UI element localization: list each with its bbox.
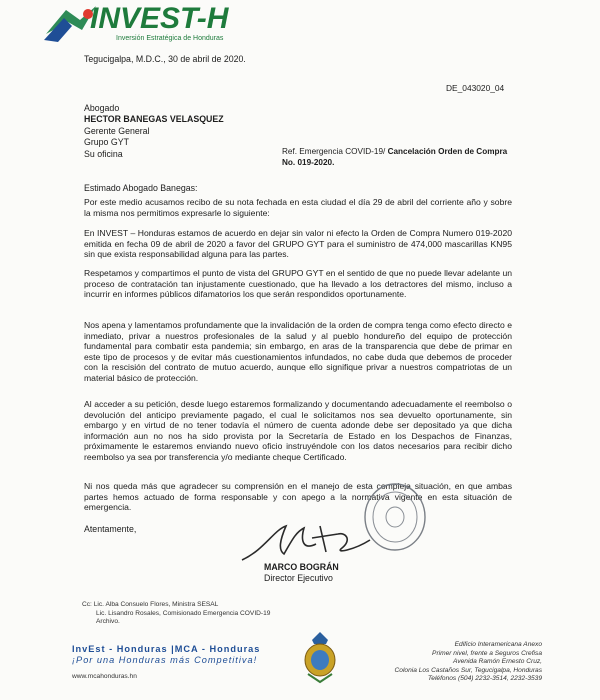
signer-name: MARCO BOGRÁN	[264, 562, 339, 572]
paragraph-2: En INVEST – Honduras estamos de acuerdo en dejar sin valor ni efecto la Orden de Compra Numero 019-2020 emitida en fecha 09 de abril de 2020 a favor del GRUPO GYT para el suministro de 474,000 mascarillas KN95 sin que exista responsabilidad alguna para las partes.	[84, 228, 512, 260]
recipient-block	[84, 103, 224, 160]
paragraph-1: Por este medio acusamos recibo de su nota fechada en esta ciudad el día 29 de abril del corriente año y sobre la misma nos permitimos expresarle lo siguiente:	[84, 197, 512, 218]
address-line-1: Edificio Interamericana Anexo	[454, 641, 542, 648]
footer-left	[72, 644, 260, 680]
paragraph-5: Al acceder a su petición, desde luego estaremos formalizando y documentando adecuadamente el reembolso o devolución del anticipo previamente pagado, el cual le solicitamos nos sea devuelto oportunamente, sin embargo y en virtud de no tener todavía el número de cuenta adonde debe ser depositado ya que dicha información aun no nos ha sido provista por la Secretaría de Estado en los Despachos de Finanzas, próximamente le estaremos enviando nuevo oficio instruyéndole con los datos necesarios para recibir dicho reembolso ya sea por transferencia y/o mediante cheque Certificado.	[84, 399, 512, 462]
official-stamp	[362, 482, 428, 552]
invest-logo	[42, 4, 232, 44]
signer-role: Director Ejecutivo	[264, 573, 333, 584]
paragraph-6: Ni nos queda más que agradecer su comprensión en el manejo de esta compleja situación, en que ambas partes hemos actuado de forma responsable y con apego a la normativa vigente en esta situación de emergencia.	[84, 481, 512, 513]
logo-wordmark: INVEST-H	[90, 2, 229, 35]
address-line-2: Primer nivel, frente a Seguros Crefisa	[432, 649, 542, 657]
address-line-4: Colonia Los Castaños Sur, Tegucigalpa, Honduras	[394, 666, 542, 674]
closing: Atentamente,	[84, 524, 137, 534]
signature-block	[264, 562, 339, 585]
footer-brand: InvEst - Honduras |MCA - Honduras	[72, 644, 261, 654]
footer-website: www.mcahonduras.hn	[72, 673, 137, 680]
recipient-name: HECTOR BANEGAS VELASQUEZ	[84, 114, 224, 125]
cc-line-1: Cc: Lic. Alba Consuelo Flores, Ministra SESAL	[82, 601, 219, 608]
cc-block	[82, 601, 270, 627]
address-line-5: Teléfonos (504) 2232-3514, 2232-3539	[427, 675, 542, 683]
paragraph-4: Nos apena y lamentamos profundamente que la invalidación de la orden de compra tenga como efecto directo e inmediato, privar a nuestros profesionales de la salud y al pueblo hondureño del equipo de protección fundamental para combatir esta pandemia; sin embargo, en aras de la transparencia que debe de primar en este tipo de procesos y de evitar más cuestionamientos infundados, no cabe duda que debemos de proceder con la rescisión del contrato de mutuo acuerdo, aunque ello signifique privar a nuestros compatriotas de un material básico de protección.	[84, 320, 512, 383]
recipient-company: Grupo GYT	[84, 137, 129, 148]
subject-line	[282, 147, 512, 168]
cc-line-2: Lic. Lisandro Rosales, Comisionado Emergencia COVID-19	[96, 609, 271, 617]
coat-of-arms-icon	[298, 630, 342, 684]
paragraph-3: Respetamos y compartimos el punto de vista del GRUPO GYT en el sentido de que no puede llevar adelante un proceso de contratación tan injustamente cuestionado, que ha llevado a los detractores del mismo, incluso a incurrir en informes públicos difamatorios los que serán respondidos oportunamente.	[84, 268, 512, 300]
logo-subtitle: Inversión Estratégica de Honduras	[116, 35, 224, 42]
subject-ref: Ref. Emergencia COVID-19/	[282, 147, 386, 156]
footer-slogan: ¡Por una Honduras más Competitiva!	[72, 655, 258, 665]
recipient-role: Gerente General	[84, 125, 150, 136]
recipient-office: Su oficina	[84, 148, 123, 159]
salutation: Estimado Abogado Banegas:	[84, 183, 198, 193]
address-line-3: Avenida Ramón Ernesto Cruz,	[453, 658, 542, 666]
subject-title: Cancelación Orden de Compra No. 019-2020.	[282, 147, 508, 167]
recipient-title: Abogado	[84, 103, 120, 113]
document-ref: DE_043020_04	[446, 83, 505, 93]
cc-line-3: Archivo.	[96, 618, 120, 626]
date-line: Tegucigalpa, M.D.C., 30 de abril de 2020.	[84, 54, 246, 64]
footer-address	[395, 641, 542, 684]
